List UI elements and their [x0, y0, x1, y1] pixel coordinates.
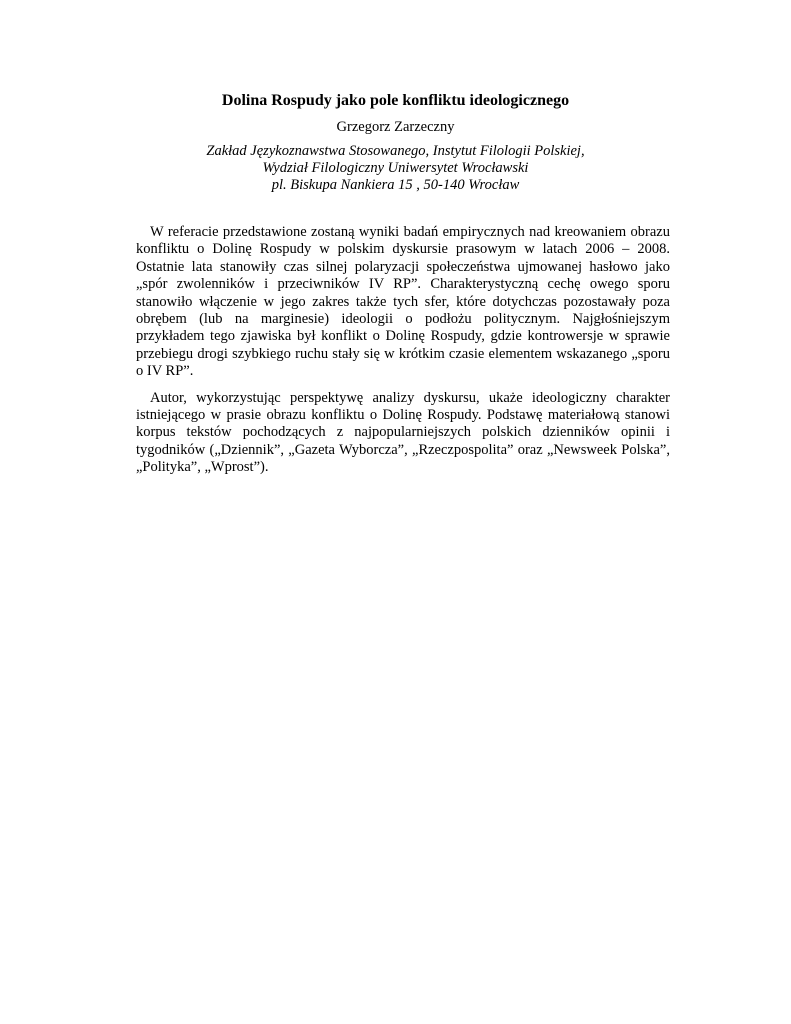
affiliation-line: Wydział Filologiczny Uniwersytet Wrocławski — [262, 160, 529, 176]
abstract-paragraph: W referacie przedstawione zostaną wyniki badań empirycznych nad kreowaniem obrazu konfliktu o Dolinę Rospudy w polskim dyskursie prasowym w latach 2006 – 2008. Ostatnie lata stanowiły czas silnej polaryzacji społeczeństwa ujmowanej hasłowo jako „spór zwolenników i przeciwników IV RP”. Charakterystyczną cechę owego sporu stanowiło włączenie w jego zakres także tych sfer, które dotychczas pozostawały poza obrębem (lub na marginesie) ideologii o podłożu politycznym. Najgłośniejszym przykładem tego zjawiska był konflikt o Dolinę Rospudy, gdzie kontrowersje w sprawie przebiegu drogi szybkiego ruchu stały się w krótkim czasie elementem wskazanego „sporu o IV RP”. — [136, 224, 670, 380]
author-name: Grzegorz Zarzeczny — [336, 119, 455, 135]
affiliation-line: Zakład Językoznawstwa Stosowanego, Instytut Filologii Polskiej, — [206, 143, 585, 159]
abstract-paragraph: Autor, wykorzystując perspektywę analizy dyskursu, ukaże ideologiczny charakter istniejącego w prasie obrazu konfliktu o Dolinę Rospudy. Podstawę materiałową stanowi korpus tekstów pochodzących z najpopularniejszych polskich dzienników opinii i tygodników („Dziennik”, „Gazeta Wyborcza”, „Rzeczpospolita” oraz „Newsweek Polska”, „Polityka”, „Wprost”). — [136, 389, 670, 476]
abstract-body — [136, 224, 670, 486]
affiliation-line: pl. Biskupa Nankiera 15 , 50-140 Wrocław — [271, 177, 520, 193]
document-title: Dolina Rospudy jako pole konfliktu ideologicznego — [221, 92, 570, 109]
author-affiliation — [0, 143, 791, 194]
